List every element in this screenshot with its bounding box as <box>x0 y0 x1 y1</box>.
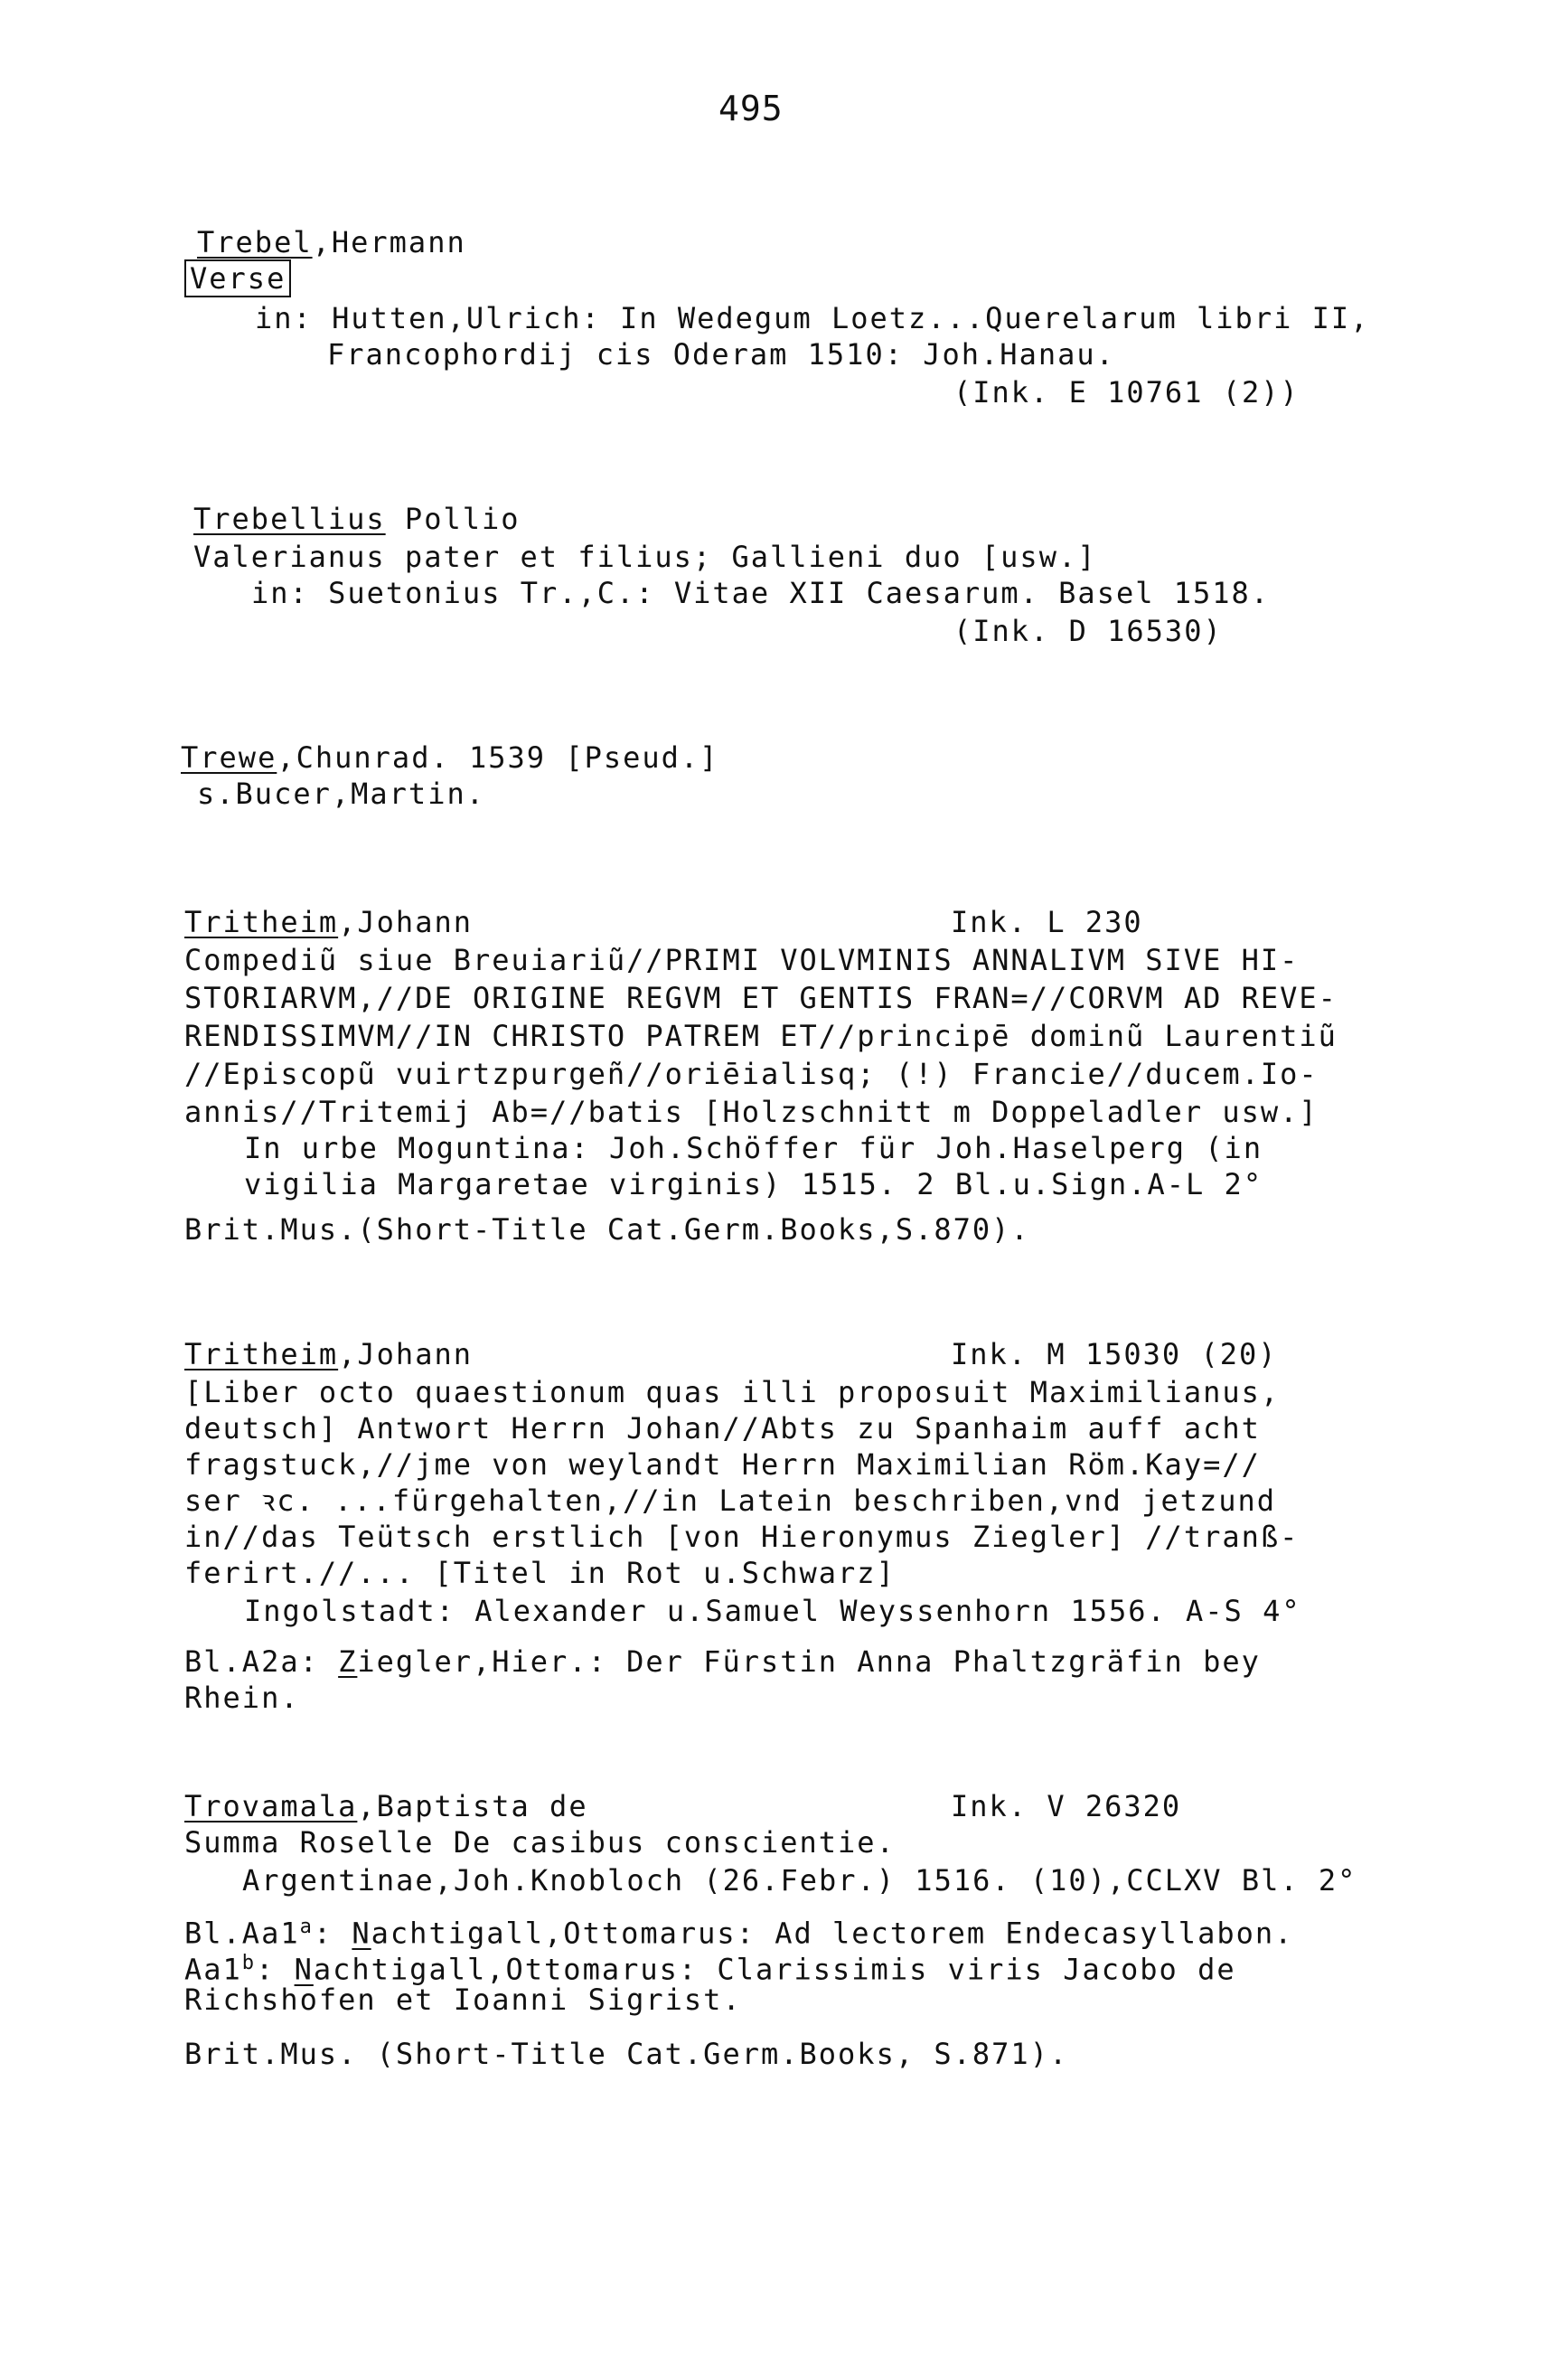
heading-name: Trewe <box>181 740 277 775</box>
entry-line: RENDISSIMVM//IN CHRISTO PATREM ET//principē dominũ Laurentiũ <box>184 1019 1338 1053</box>
note-rest: : <box>313 1916 352 1951</box>
heading-name: Trovamala <box>184 1789 358 1823</box>
note-name: N <box>294 1952 314 1987</box>
heading-rest: ,Johann <box>338 905 473 939</box>
entry-line: Francophordij cis Oderam 1510: Joh.Hanau. <box>327 337 1115 372</box>
subject-box: Verse <box>184 259 291 297</box>
note-sup: b <box>241 1952 257 1974</box>
boxed-subject <box>184 260 291 297</box>
shelfmark: Ink. M 15030 (20) <box>951 1337 1278 1371</box>
shelfmark: Ink. V 26320 <box>951 1789 1182 1823</box>
note-rest: iegler,Hier.: Der Fürstin Anna Phaltzgräfin bey <box>357 1644 1261 1679</box>
note-rest: : <box>256 1952 295 1987</box>
reference: Brit.Mus.(Short-Title Cat.Germ.Books,S.870). <box>184 1212 1030 1247</box>
entry-line <box>184 1643 1261 1680</box>
shelfmark: (Ink. D 16530) <box>953 614 1223 648</box>
entry-line: deutsch] Antwort Herrn Johan//Abts zu Spanhaim auff acht <box>184 1411 1261 1446</box>
entry-line: Compediũ siue Breuiariũ//PRIMI VOLVMINIS ANNALIVM SIVE HI- <box>184 943 1300 977</box>
shelfmark: (Ink. E 10761 (2)) <box>953 375 1300 410</box>
heading-name: Trebellius <box>193 502 386 536</box>
note-name: N <box>352 1916 371 1951</box>
reference: Brit.Mus. (Short-Title Cat.Germ.Books, S.871). <box>184 2037 1069 2071</box>
entry-line: Richshofen et Ioanni Sigrist. <box>184 1983 742 2017</box>
entry-heading <box>193 501 521 537</box>
entry-line: vigilia Margaretae virginis) 1515. 2 Bl.u.Sign.A-L 2° <box>244 1167 1263 1201</box>
note-sup: a <box>299 1916 314 1938</box>
entry-line: Summa Roselle De casibus conscientie. <box>184 1825 896 1860</box>
entry-heading <box>184 904 473 940</box>
note-rest: achtigall,Ottomarus: Ad lectorem Endecasyllabon. <box>371 1916 1294 1951</box>
entry-line: in: Suetonius Tr.,C.: Vitae XII Caesarum. Basel 1518. <box>251 576 1271 610</box>
heading-rest: Pollio <box>385 502 521 536</box>
entry-heading <box>184 1336 473 1372</box>
entry-heading <box>184 1788 588 1824</box>
note-prefix: Bl.Aa1 <box>184 1916 300 1951</box>
heading-name: Tritheim <box>184 905 339 939</box>
heading-rest: ,Hermann <box>312 225 466 259</box>
entry-line: ser ꝛc. ...fürgehalten,//in Latein beschriben,vnd jetzund <box>184 1483 1277 1518</box>
note-name: Z <box>338 1644 358 1679</box>
cross-reference: s.Bucer,Martin. <box>197 777 485 811</box>
entry-line: In urbe Moguntina: Joh.Schöffer für Joh.Haselperg (in <box>244 1131 1263 1165</box>
entry-line: in//das Teütsch erstlich [von Hieronymus Ziegler] //tranß- <box>184 1520 1300 1554</box>
heading-rest: ,Johann <box>338 1337 473 1371</box>
entry-line: annis//Tritemij Ab=//batis [Holzschnitt m Doppeladler usw.] <box>184 1095 1319 1129</box>
entry-line: ferirt.//... [Titel in Rot u.Schwarz] <box>184 1556 896 1590</box>
entry-line: Ingolstadt: Alexander u.Samuel Weyssenhorn 1556. A-S 4° <box>244 1594 1301 1628</box>
page-number: 495 <box>718 89 784 128</box>
entry-line: //Episcopũ vuirtzpurgeñ//oriēialisq; (!) Francie//ducem.Io- <box>184 1057 1319 1091</box>
heading-rest: ,Chunrad. 1539 [Pseud.] <box>277 740 719 775</box>
heading-name: Tritheim <box>184 1337 339 1371</box>
shelfmark: Ink. L 230 <box>951 905 1143 939</box>
note-prefix: Bl.A2a: <box>184 1644 339 1679</box>
note-rest: achtigall,Ottomarus: Clarissimis viris Jacobo de <box>313 1952 1236 1987</box>
entry-line: STORIARVM,//DE ORIGINE REGVM ET GENTIS FRAN=//CORVM AD REVE- <box>184 981 1338 1015</box>
entry-line: Argentinae,Joh.Knobloch (26.Febr.) 1516. (10),CCLXV Bl. 2° <box>242 1863 1357 1898</box>
entry-line: [Liber octo quaestionum quas illi proposuit Maximilianus, <box>184 1375 1281 1409</box>
entry-heading <box>181 739 718 776</box>
note-prefix: Aa1 <box>184 1952 242 1987</box>
entry-line: in: Hutten,Ulrich: In Wedegum Loetz...Querelarum libri II, <box>255 301 1370 335</box>
heading-name: Trebel <box>197 225 313 259</box>
entry-line: fragstuck,//jme von weylandt Herrn Maximilian Röm.Kay=// <box>184 1447 1261 1482</box>
entry-line: Rhein. <box>184 1681 300 1715</box>
entry-heading <box>197 224 466 260</box>
heading-rest: ,Baptista de <box>357 1789 588 1823</box>
entry-line: Valerianus pater et filius; Gallieni duo [usw.] <box>193 540 1097 574</box>
